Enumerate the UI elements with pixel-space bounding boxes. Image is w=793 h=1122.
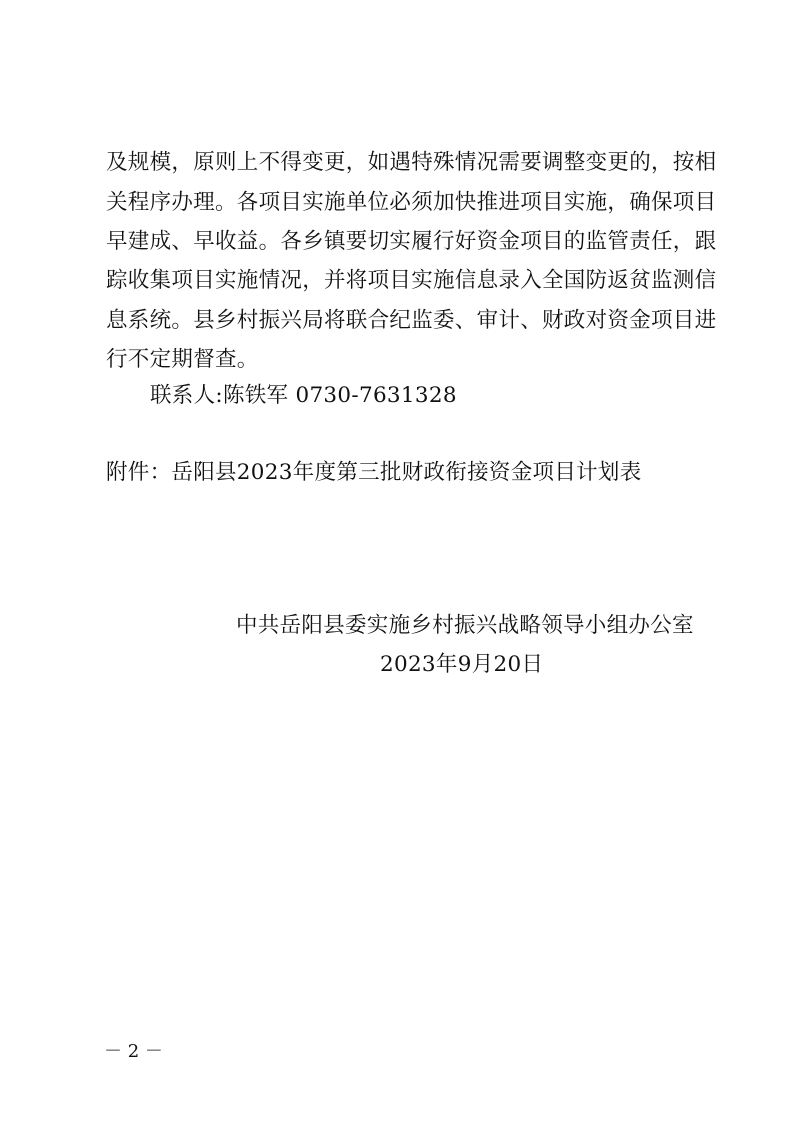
body-line: 行不定期督查。 — [106, 347, 259, 372]
body-line: 早建成、早收益。各乡镇要切实履行好资金项目的监管责任，跟 — [106, 229, 717, 254]
page-number: － 2 － — [104, 1041, 163, 1062]
body-line: 关程序办理。各项目实施单位必须加快推进项目实施，确保项目 — [106, 190, 717, 215]
body-line: 息系统。县乡村振兴局将联合纪监委、审计、财政对资金项目进 — [106, 308, 717, 333]
attachment-note: 附件：岳阳县2023年度第三批财政衔接资金项目计划表 — [106, 460, 642, 485]
issuing-organization: 中共岳阳县委实施乡村振兴战略领导小组办公室 — [236, 613, 694, 638]
contact-info: 联系人:陈铁军 0730-7631328 — [150, 383, 457, 408]
body-line: 及规模，原则上不得变更，如遇特殊情况需要调整变更的，按相 — [106, 150, 717, 175]
issue-date: 2023年9月20日 — [380, 652, 544, 677]
body-line: 踪收集项目实施情况，并将项目实施信息录入全国防返贫监测信 — [106, 268, 717, 293]
